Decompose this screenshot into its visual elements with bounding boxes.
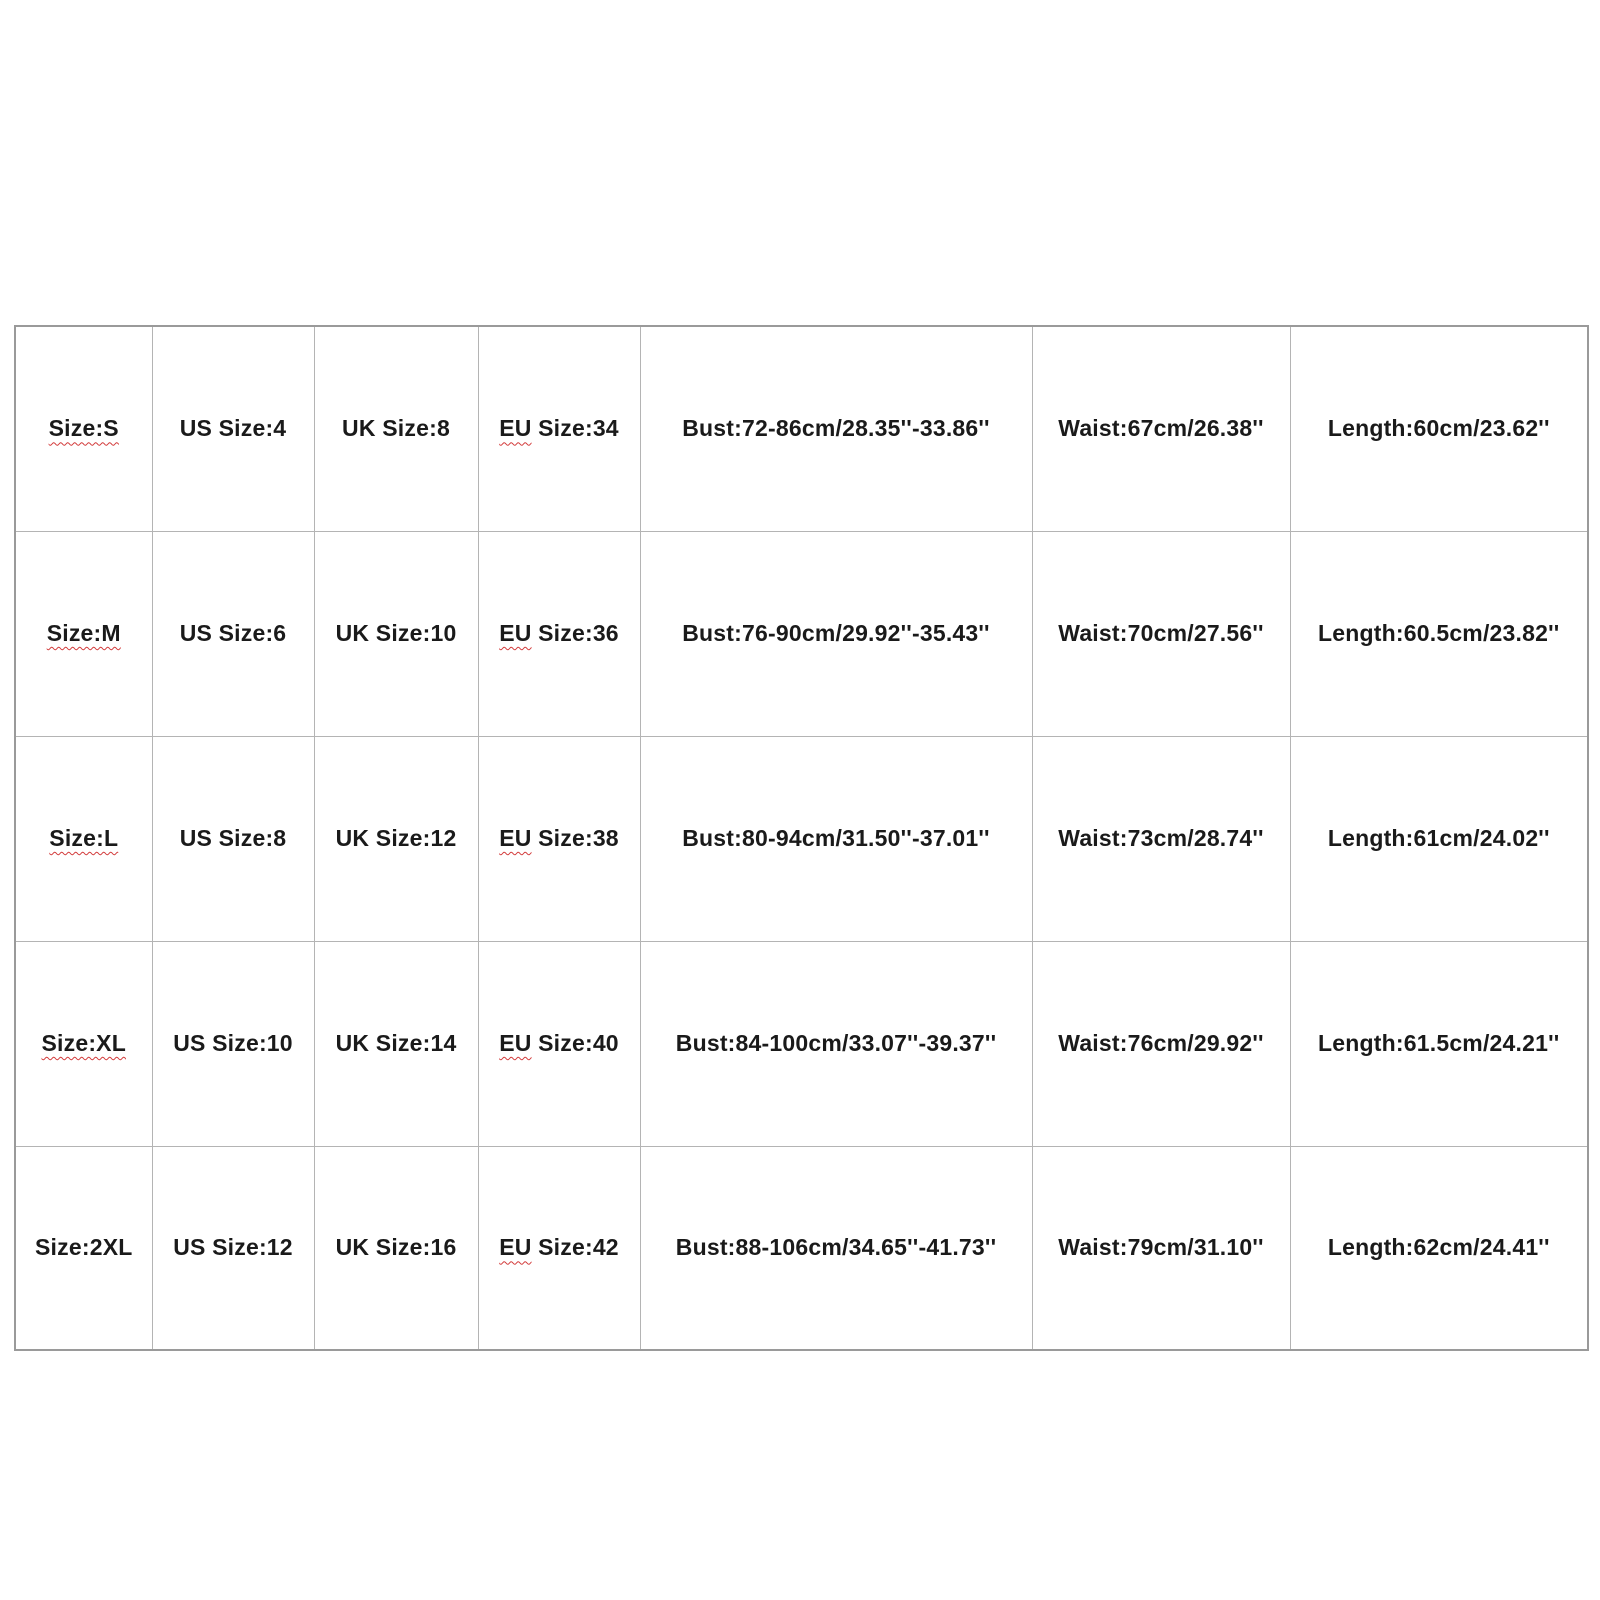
us-size-cell: US Size:4 (152, 326, 314, 531)
table-row (15, 1146, 1588, 1350)
bust-cell: Bust:76-90cm/29.92''-35.43'' (640, 531, 1032, 736)
us-size-cell: US Size:6 (152, 531, 314, 736)
size-cell: Size:L (15, 736, 152, 941)
eu-prefix: EU (499, 825, 532, 851)
eu-prefix: EU (499, 1030, 532, 1056)
bust-cell: Bust:72-86cm/28.35''-33.86'' (640, 326, 1032, 531)
table-row (15, 736, 1588, 941)
length-cell: Length:61.5cm/24.21'' (1290, 941, 1588, 1146)
eu-size-cell: EU Size:42 (478, 1146, 640, 1350)
table-row (15, 531, 1588, 736)
length-cell: Length:61cm/24.02'' (1290, 736, 1588, 941)
size-cell: Size:2XL (15, 1146, 152, 1350)
waist-cell: Waist:73cm/28.74'' (1032, 736, 1290, 941)
us-size-cell: US Size:8 (152, 736, 314, 941)
length-cell: Length:62cm/24.41'' (1290, 1146, 1588, 1350)
bust-cell: Bust:80-94cm/31.50''-37.01'' (640, 736, 1032, 941)
eu-size-cell: EU Size:36 (478, 531, 640, 736)
waist-cell: Waist:70cm/27.56'' (1032, 531, 1290, 736)
eu-prefix: EU (499, 1234, 532, 1261)
us-size-cell: US Size:12 (152, 1146, 314, 1350)
eu-prefix: EU (499, 415, 532, 442)
table-row (15, 326, 1588, 531)
uk-size-cell: UK Size:10 (314, 531, 478, 736)
waist-cell: Waist:67cm/26.38'' (1032, 326, 1290, 531)
eu-prefix: EU (499, 620, 532, 646)
waist-cell: Waist:79cm/31.10'' (1032, 1146, 1290, 1350)
bust-cell: Bust:84-100cm/33.07''-39.37'' (640, 941, 1032, 1146)
eu-size-cell: EU Size:40 (478, 941, 640, 1146)
eu-size-cell: EU Size:34 (478, 326, 640, 531)
waist-cell: Waist:76cm/29.92'' (1032, 941, 1290, 1146)
length-cell: Length:60.5cm/23.82'' (1290, 531, 1588, 736)
eu-size-cell: EU Size:38 (478, 736, 640, 941)
length-cell: Length:60cm/23.62'' (1290, 326, 1588, 531)
bust-cell: Bust:88-106cm/34.65''-41.73'' (640, 1146, 1032, 1350)
uk-size-cell: UK Size:12 (314, 736, 478, 941)
size-cell: Size:M (15, 531, 152, 736)
uk-size-cell: UK Size:14 (314, 941, 478, 1146)
size-cell: Size:XL (15, 941, 152, 1146)
size-chart-table (14, 325, 1589, 1351)
table-row (15, 941, 1588, 1146)
uk-size-cell: UK Size:8 (314, 326, 478, 531)
uk-size-cell: UK Size:16 (314, 1146, 478, 1350)
size-cell: Size:S (15, 326, 152, 531)
us-size-cell: US Size:10 (152, 941, 314, 1146)
